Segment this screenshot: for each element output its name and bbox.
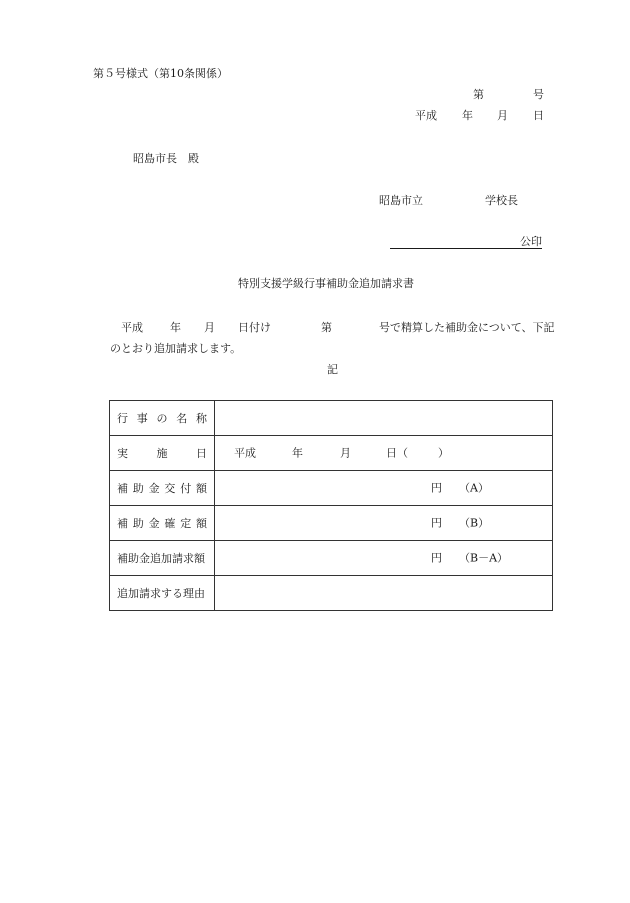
table-row [110, 436, 553, 471]
body-month: 月 [204, 321, 215, 334]
sender-title: 学校長 [485, 194, 518, 207]
label-text [117, 515, 207, 531]
form-number: 第５号様式（第10条関係） [93, 67, 228, 80]
label-text: 補助金追加請求額 [117, 552, 205, 565]
ki-heading: 記 [327, 363, 338, 376]
date-row-year: 年 [292, 446, 303, 460]
label-char: 名 [176, 412, 188, 425]
label-char: 金 [148, 517, 160, 530]
label-char: 日 [196, 447, 207, 460]
label-char: 実 [117, 447, 128, 460]
sender-school: 昭島市立 [379, 194, 423, 207]
body-year: 年 [170, 321, 181, 334]
date-day: 日 [533, 109, 544, 122]
label-confirmed-amount [110, 506, 215, 541]
label-char: 助 [132, 482, 144, 495]
yen-unit: 円 [431, 551, 442, 565]
label-text [117, 445, 207, 461]
label-char: 額 [195, 482, 207, 495]
seal-label: 公印 [520, 235, 542, 248]
date-row-month: 月 [340, 446, 351, 460]
table-row [110, 401, 553, 436]
table-row [110, 471, 553, 506]
date-month: 月 [497, 109, 508, 122]
value-additional-amount[interactable] [215, 541, 553, 576]
label-event-name [110, 401, 215, 436]
doc-number-prefix: 第 [473, 88, 484, 101]
label-grant-amount [110, 471, 215, 506]
date-row-day: 日（ [386, 446, 408, 460]
value-date[interactable] [215, 436, 553, 471]
date-row-era: 平成 [234, 446, 256, 460]
label-char: 金 [148, 482, 160, 495]
label-date [110, 436, 215, 471]
label-char: 補 [117, 517, 128, 530]
label-char: 事 [136, 412, 148, 425]
label-char: 定 [180, 517, 192, 530]
request-table [109, 400, 553, 611]
label-reason [110, 576, 215, 611]
label-char: 付 [180, 482, 192, 495]
doc-number-suffix: 号 [533, 88, 544, 101]
date-row-close: ） [438, 446, 449, 460]
label-char: の [156, 412, 168, 425]
label-text: 追加請求する理由 [117, 587, 205, 600]
value-confirmed-amount[interactable] [215, 506, 553, 541]
document-title: 特別支援学級行事補助金追加請求書 [238, 277, 414, 290]
label-char: 助 [132, 517, 144, 530]
label-char: 額 [195, 517, 207, 530]
label-char: 交 [164, 482, 176, 495]
table-row [110, 541, 553, 576]
body-no-prefix: 第 [321, 321, 332, 334]
body-rest: 号で精算した補助金について、下記 [379, 321, 555, 334]
date-year: 年 [462, 109, 473, 122]
body-line2: のとおり追加請求します。 [110, 342, 242, 355]
table-row [110, 506, 553, 541]
label-char: 称 [196, 412, 207, 425]
label-text [117, 480, 207, 496]
date-era: 平成 [415, 109, 437, 122]
value-reason[interactable] [215, 576, 553, 611]
value-event-name[interactable] [215, 401, 553, 436]
label-char: 確 [164, 517, 176, 530]
label-char: 行 [117, 412, 128, 425]
yen-unit: 円 [431, 516, 442, 530]
table-row [110, 576, 553, 611]
yen-unit: 円 [431, 481, 442, 495]
amount-note: （B） [459, 516, 490, 530]
label-additional-amount [110, 541, 215, 576]
label-text [117, 410, 207, 426]
amount-note: （B－A） [459, 551, 509, 565]
label-char: 補 [117, 482, 128, 495]
amount-note: （A） [459, 481, 489, 495]
addressee: 昭島市長 殿 [133, 152, 199, 165]
label-char: 施 [156, 447, 168, 460]
body-era: 平成 [121, 321, 143, 334]
value-grant-amount[interactable] [215, 471, 553, 506]
body-dated: 日付け [238, 321, 271, 334]
